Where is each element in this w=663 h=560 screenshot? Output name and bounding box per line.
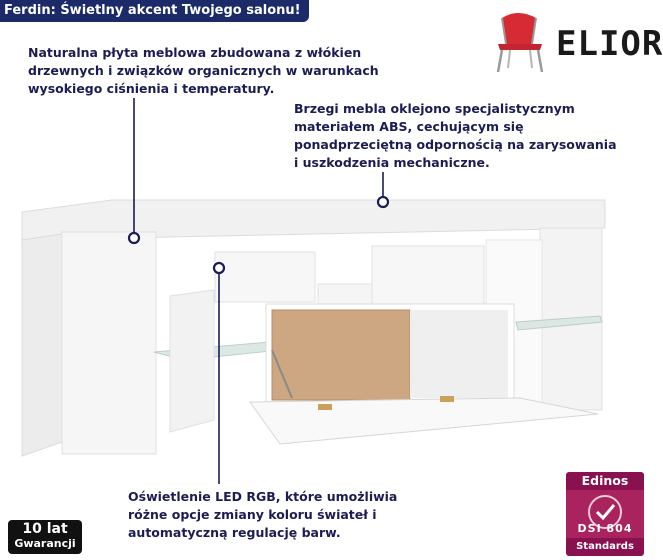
elior-logo-text: ELIOR bbox=[556, 24, 663, 64]
edinos-brand: Edinos bbox=[566, 472, 644, 490]
edinos-emblem bbox=[566, 490, 644, 538]
edinos-certificate-badge bbox=[566, 472, 644, 556]
edinos-standard: DSI 804 bbox=[577, 522, 633, 535]
note-line: drzewnych i związków organicznych w warunkach bbox=[28, 63, 379, 78]
note-line: materiałem ABS, cechującym się bbox=[294, 119, 524, 134]
warranty-years: 10 lat bbox=[22, 521, 68, 537]
note-line: Brzegi mebla oklejono specjalistycznym bbox=[294, 101, 575, 116]
note-line: różne opcje zmiany koloru świateł i bbox=[128, 507, 377, 522]
note-line: Oświetlenie LED RGB, które umożliwia bbox=[128, 489, 398, 504]
warranty-label: Gwarancji bbox=[14, 537, 76, 550]
note-line: wysokiego ciśnienia i temperatury. bbox=[28, 81, 275, 96]
warranty-badge bbox=[8, 520, 82, 554]
note-line: ponadprzeciętną odpornością na zarysowania bbox=[294, 137, 617, 152]
edinos-footer: Standards bbox=[566, 538, 644, 556]
note-line: i uszkodzenia mechaniczne. bbox=[294, 155, 490, 170]
page-title: Ferdin: Świetlny akcent Twojego salonu! bbox=[0, 0, 309, 22]
note-line: Naturalna płyta meblowa zbudowana z włókien bbox=[28, 45, 362, 60]
note-line: automatyczną regulację barw. bbox=[128, 525, 341, 540]
